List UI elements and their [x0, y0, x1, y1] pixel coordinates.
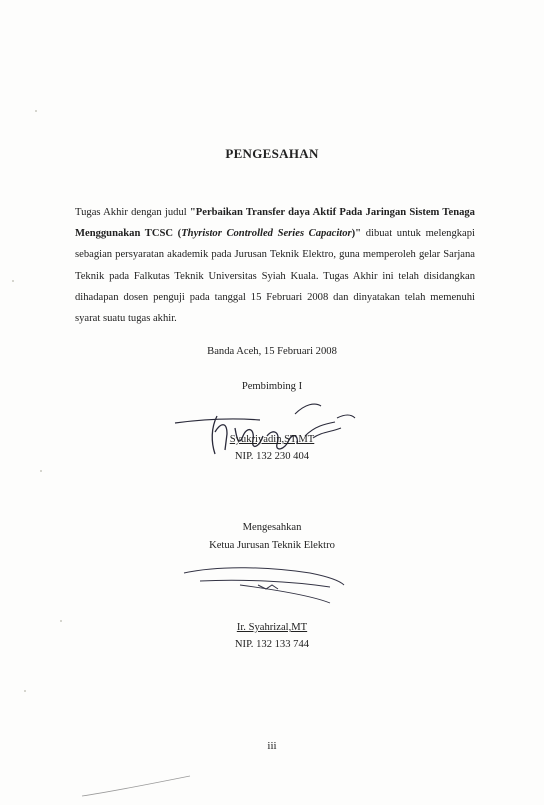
scan-speck — [24, 690, 26, 692]
scan-speck — [35, 110, 37, 112]
paragraph-title-close: )" — [351, 228, 362, 240]
approval-name: Ir. Syahrizal,MT — [236, 622, 308, 633]
page-number: iii — [267, 740, 277, 752]
paragraph-italic-part: Thyristor Controlled Series Capacitor — [181, 228, 352, 240]
scan-speck — [12, 280, 14, 282]
scan-speck — [60, 620, 62, 622]
supervisor-name: Syukriyadin,ST,MT — [229, 434, 315, 445]
paragraph-title-part: "Perbaikan Transfer daya Aktif Pada Jaringan Sistem Tenaga Menggunakan TCSC ( — [75, 207, 475, 240]
paragraph-part-1: Tugas Akhir dengan judul — [75, 207, 190, 218]
approval-label: Mengesahkan — [242, 522, 302, 533]
approval-role: Ketua Jurusan Teknik Elektro — [209, 540, 335, 551]
approval-nip: NIP. 132 133 744 — [234, 639, 310, 650]
page-title: PENGESAHAN — [225, 146, 319, 161]
approval-signature — [180, 555, 360, 615]
place-date: Banda Aceh, 15 Februari 2008 — [207, 346, 337, 357]
paragraph-body: dibuat untuk melengkapi sebagian persyaratan akademik pada Jurusan Teknik Elektro, guna memperoleh gelar Sarjana Teknik pada Falkutas Teknik Universitas Syiah Kuala. Tugas Akhir ini telah disidangkan dihadapan dosen penguji pada tanggal 15 Februari 2008 dan dinyatakan telah memenuhi syarat suatu tugas akhir. — [75, 228, 475, 325]
supervisor-nip: NIP. 132 230 404 — [234, 451, 310, 462]
supervisor-role: Pembimbing I — [241, 381, 303, 392]
approval-paragraph — [75, 202, 475, 329]
scan-speck — [40, 470, 42, 472]
scan-mark — [80, 770, 200, 800]
